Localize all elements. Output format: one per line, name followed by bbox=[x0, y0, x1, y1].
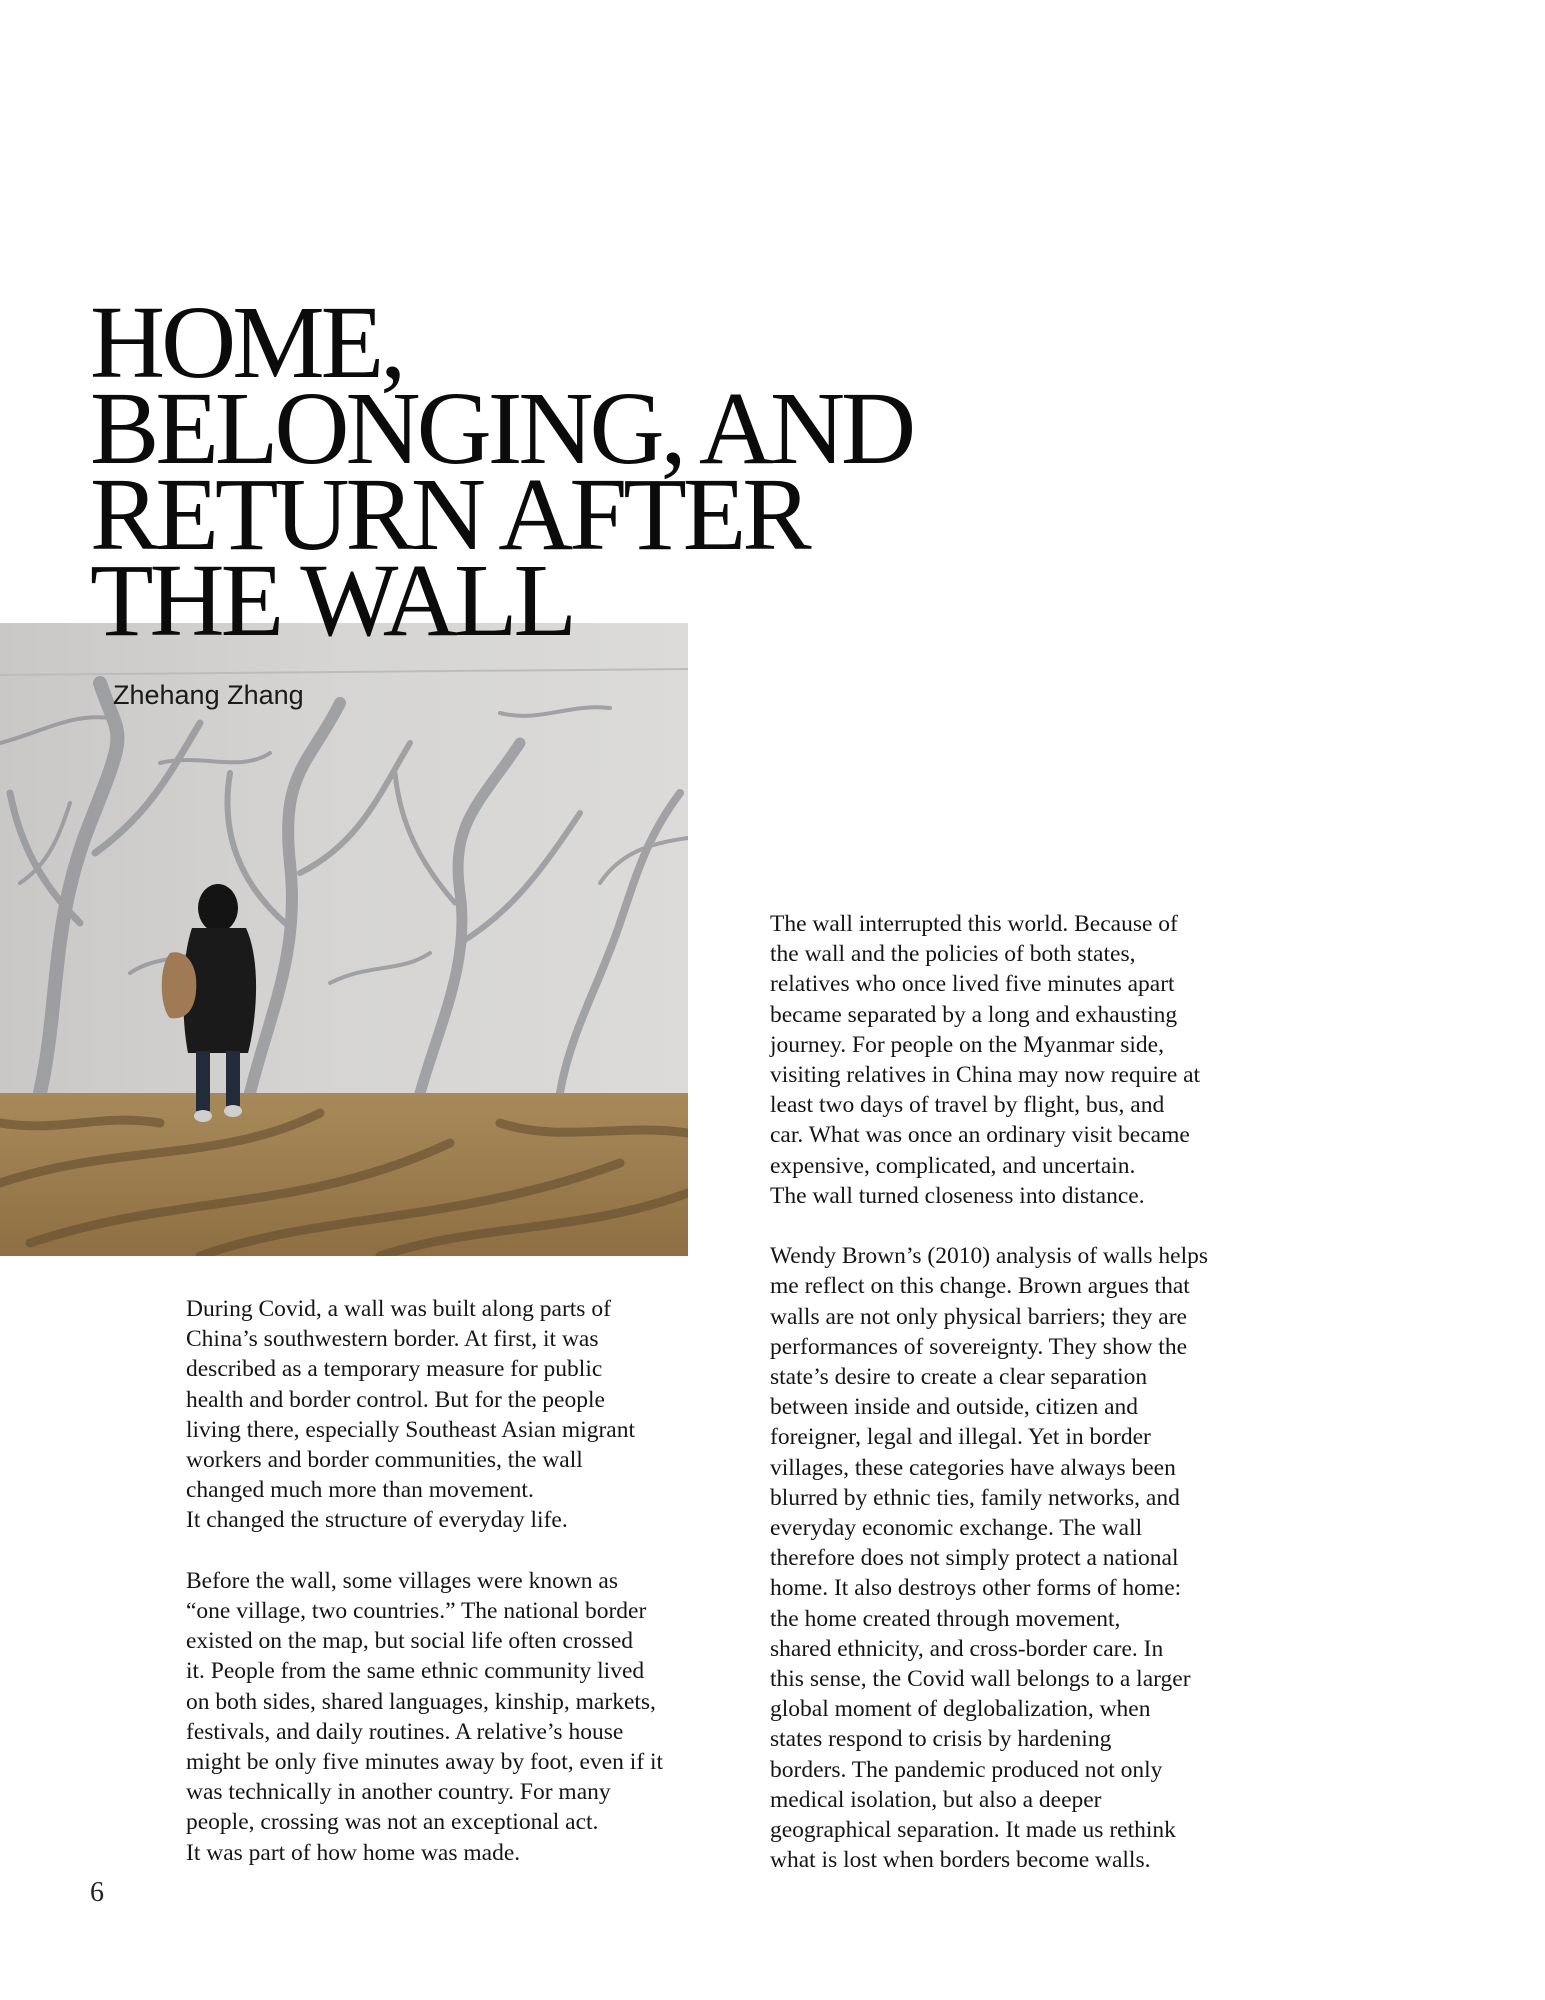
text-line: what is lost when borders become walls. bbox=[770, 1847, 1151, 1874]
title-line: BELONGING, AND bbox=[90, 371, 913, 486]
wall-shadow-photo bbox=[0, 623, 688, 1256]
text-line: me reflect on this change. Brown argues that bbox=[770, 1273, 1190, 1300]
text-line: might be only five minutes away by foot, even if it bbox=[186, 1749, 664, 1776]
text-line: it. People from the same ethnic community lived bbox=[186, 1658, 645, 1685]
text-line: “one village, two countries.” The national border bbox=[186, 1598, 647, 1625]
paragraph bbox=[186, 1566, 663, 1868]
text-line: During Covid, a wall was built along parts of bbox=[186, 1296, 611, 1322]
title-line: HOME, bbox=[90, 285, 403, 400]
left-text-column bbox=[186, 1294, 663, 1898]
author-byline: Zhehang Zhang bbox=[113, 680, 304, 710]
paragraph bbox=[186, 1294, 663, 1536]
text-line: everyday economic exchange. The wall bbox=[770, 1515, 1143, 1542]
article-title bbox=[90, 285, 913, 658]
text-line: The wall turned closeness into distance. bbox=[770, 1182, 1145, 1209]
page-number: 6 bbox=[90, 1877, 104, 1908]
text-line: foreigner, legal and illegal. Yet in border bbox=[770, 1424, 1151, 1451]
text-line: least two days of travel by flight, bus, and bbox=[770, 1092, 1165, 1119]
hero-photo bbox=[0, 623, 688, 1256]
title-line: RETURN AFTER bbox=[90, 457, 808, 572]
text-line: relatives who once lived five minutes apart bbox=[770, 971, 1175, 998]
text-line: It was part of how home was made. bbox=[186, 1839, 521, 1866]
text-line: shared ethnicity, and cross-border care. In bbox=[770, 1635, 1164, 1662]
text-line: walls are not only physical barriers; they are bbox=[770, 1303, 1187, 1330]
text-line: home. It also destroys other forms of home: bbox=[770, 1575, 1182, 1602]
text-line: described as a temporary measure for public bbox=[186, 1356, 603, 1383]
text-line: between inside and outside, citizen and bbox=[770, 1394, 1139, 1421]
text-line: China’s southwestern border. At first, it was bbox=[186, 1326, 599, 1353]
text-line: car. What was once an ordinary visit became bbox=[770, 1122, 1190, 1149]
text-line: was technically in another country. For many bbox=[186, 1779, 611, 1806]
text-line: visiting relatives in China may now require at bbox=[770, 1062, 1201, 1089]
text-line: Wendy Brown’s (2010) analysis of walls helps bbox=[770, 1243, 1209, 1270]
paragraph bbox=[770, 1241, 1208, 1875]
text-line: became separated by a long and exhausting bbox=[770, 1001, 1178, 1028]
paragraph bbox=[770, 909, 1208, 1211]
right-text-column bbox=[770, 909, 1208, 1906]
text-line: changed much more than movement. bbox=[186, 1477, 534, 1504]
text-line: festivals, and daily routines. A relative’s house bbox=[186, 1718, 624, 1745]
text-line: journey. For people on the Myanmar side, bbox=[770, 1031, 1164, 1058]
text-line: states respond to crisis by hardening bbox=[770, 1726, 1112, 1753]
text-line: on both sides, shared languages, kinship, markets, bbox=[186, 1688, 656, 1715]
text-line: borders. The pandemic produced not only bbox=[770, 1756, 1163, 1783]
text-line: medical isolation, but also a deeper bbox=[770, 1786, 1102, 1813]
text-line: workers and border communities, the wall bbox=[186, 1447, 583, 1474]
text-line: global moment of deglobalization, when bbox=[770, 1696, 1151, 1723]
text-line: geographical separation. It made us rethink bbox=[770, 1817, 1176, 1844]
text-line: the wall and the policies of both states, bbox=[770, 941, 1136, 968]
text-line: villages, these categories have always been bbox=[770, 1454, 1176, 1481]
text-line: the home created through movement, bbox=[770, 1605, 1121, 1632]
text-line: therefore does not simply protect a national bbox=[770, 1545, 1179, 1572]
text-line: The wall interrupted this world. Because of bbox=[770, 911, 1178, 937]
text-line: performances of sovereignty. They show the bbox=[770, 1333, 1187, 1360]
text-line: expensive, complicated, and uncertain. bbox=[770, 1152, 1136, 1179]
text-line: this sense, the Covid wall belongs to a larger bbox=[770, 1666, 1191, 1693]
text-line: It changed the structure of everyday life. bbox=[186, 1507, 568, 1534]
text-line: blurred by ethnic ties, family networks, and bbox=[770, 1484, 1180, 1511]
text-line: living there, especially Southeast Asian migrant bbox=[186, 1416, 636, 1443]
text-line: Before the wall, some villages were known as bbox=[186, 1567, 619, 1594]
text-line: people, crossing was not an exceptional act. bbox=[186, 1809, 599, 1836]
text-line: health and border control. But for the people bbox=[186, 1386, 605, 1413]
text-line: state’s desire to create a clear separation bbox=[770, 1364, 1148, 1391]
text-line: existed on the map, but social life often crossed bbox=[186, 1628, 634, 1655]
title-line: THE WALL bbox=[90, 543, 574, 658]
